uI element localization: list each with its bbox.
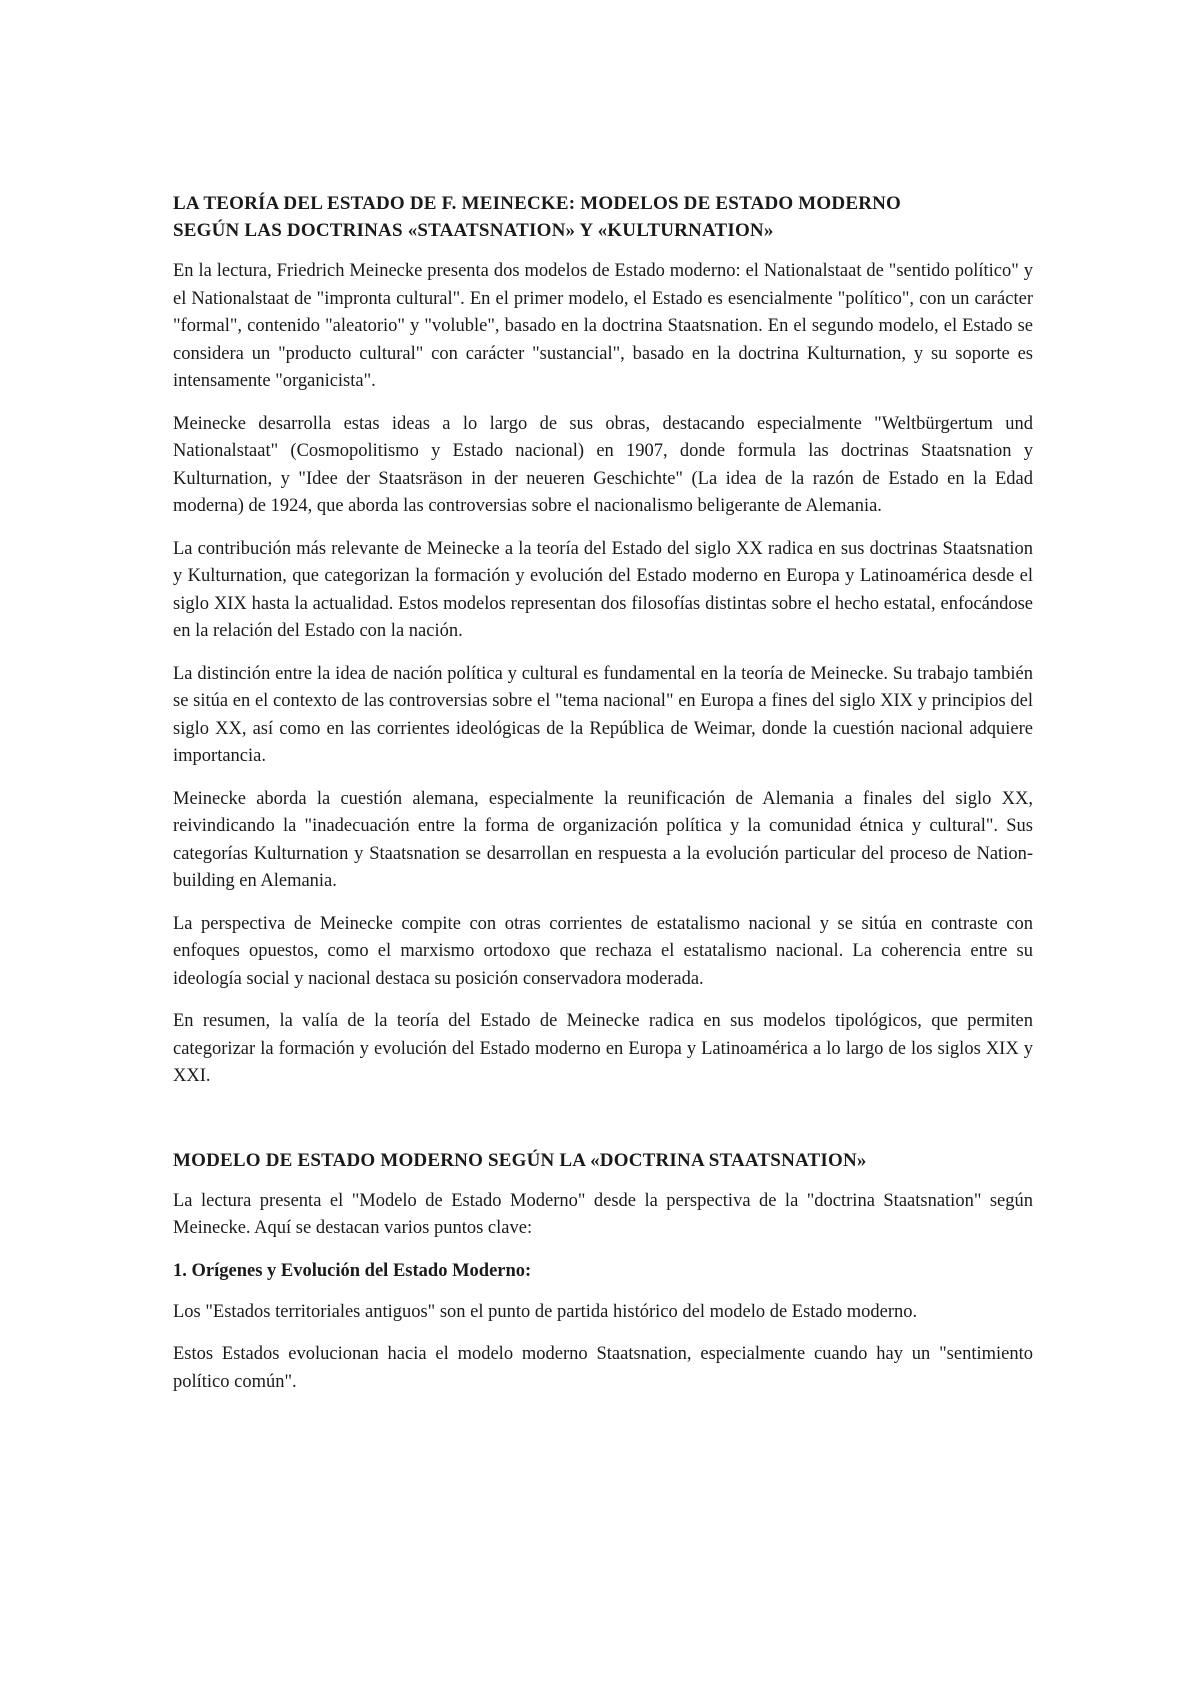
paragraph-3: La contribución más relevante de Meinecke a la teoría del Estado del siglo XX radica en sus doctrinas Staatsnation y Kulturnation, que categorizan la formación y evolución del Estado moderno en Europa y Latinoamérica desde el siglo XIX hasta la actualidad. Estos modelos representan dos filosofías distintas sobre el hecho estatal, enfocándose en la relación del Estado con la nación. <box>173 538 1033 641</box>
subheading-origenes: 1. Orígenes y Evolución del Estado Moderno: <box>173 1260 532 1281</box>
paragraph-4: La distinción entre la idea de nación política y cultural es fundamental en la teoría de Meinecke. Su trabajo también se sitúa en el contexto de las controversias sobre el "tema nacional" en Europa a fines del siglo XIX y principios del siglo XX, así como en las corrientes ideológicas de la República de Weimar, donde la cuestión nacional adquiere importancia. <box>173 663 1033 766</box>
document-title <box>173 190 1033 244</box>
document-page <box>173 190 1033 1411</box>
paragraph-2: Meinecke desarrolla estas ideas a lo largo de sus obras, destacando especialmente "Weltbürgertum und Nationalstaat" (Cosmopolitismo y Estado nacional) en 1907, donde formula las doctrinas Staatsnation y Kulturnation, y "Idee der Staatsräson in der neueren Geschichte" (La idea de la razón de Estado en la Edad moderna) de 1924, que aborda las controversias sobre el nacionalismo beligerante de Alemania. <box>173 413 1033 516</box>
section-paragraph-2: Estos Estados evolucionan hacia el modelo moderno Staatsnation, especialmente cuando hay un "sentimiento político común". <box>173 1344 1033 1392</box>
paragraph-1: En la lectura, Friedrich Meinecke presenta dos modelos de Estado moderno: el Nationalstaat de "sentido político" y el Nationalstaat de "impronta cultural". En el primer modelo, el Estado es esencialmente "político", con un carácter "formal", contenido "aleatorio" y "voluble", basado en la doctrina Staatsnation. En el segundo modelo, el Estado se considera un "producto cultural" con carácter "sustancial", basado en la doctrina Kulturnation, y su soporte es intensamente "organicista". <box>173 261 1033 391</box>
paragraph-5: Meinecke aborda la cuestión alemana, especialmente la reunificación de Alemania a finales del siglo XX, reivindicando la "inadecuación entre la forma de organización política y la comunidad étnica y cultural". Sus categorías Kulturnation y Staatsnation se desarrollan en respuesta a la evolución particular del proceso de Nation-building en Alemania. <box>173 788 1033 891</box>
section-intro: La lectura presenta el "Modelo de Estado Moderno" desde la perspectiva de la "doctrina Staatsnation" según Meinecke. Aquí se destacan varios puntos clave: <box>173 1190 1033 1238</box>
document-title-line-1: LA TEORÍA DEL ESTADO DE F. MEINECKE: MODELOS DE ESTADO MODERNO <box>173 193 902 214</box>
paragraph-6: La perspectiva de Meinecke compite con otras corrientes de estatalismo nacional y se sitúa en contraste con enfoques opuestos, como el marxismo ortodoxo que rechaza el estatalismo nacional. La coherencia entre su ideología social y nacional destaca su posición conservadora moderada. <box>173 913 1033 989</box>
section-heading-staatsnation: MODELO DE ESTADO MODERNO SEGÚN LA «DOCTRINA STAATSNATION» <box>173 1149 867 1171</box>
document-title-line-2: SEGÚN LAS DOCTRINAS «STAATSNATION» Y «KULTURNATION» <box>173 220 774 241</box>
section-paragraph-1: Los "Estados territoriales antiguos" son el punto de partida histórico del modelo de Estado moderno. <box>173 1301 918 1322</box>
paragraph-7: En resumen, la valía de la teoría del Estado de Meinecke radica en sus modelos tipológicos, que permiten categorizar la formación y evolución del Estado moderno en Europa y Latinoamérica a lo largo de los siglos XIX y XXI. <box>173 1011 1033 1086</box>
